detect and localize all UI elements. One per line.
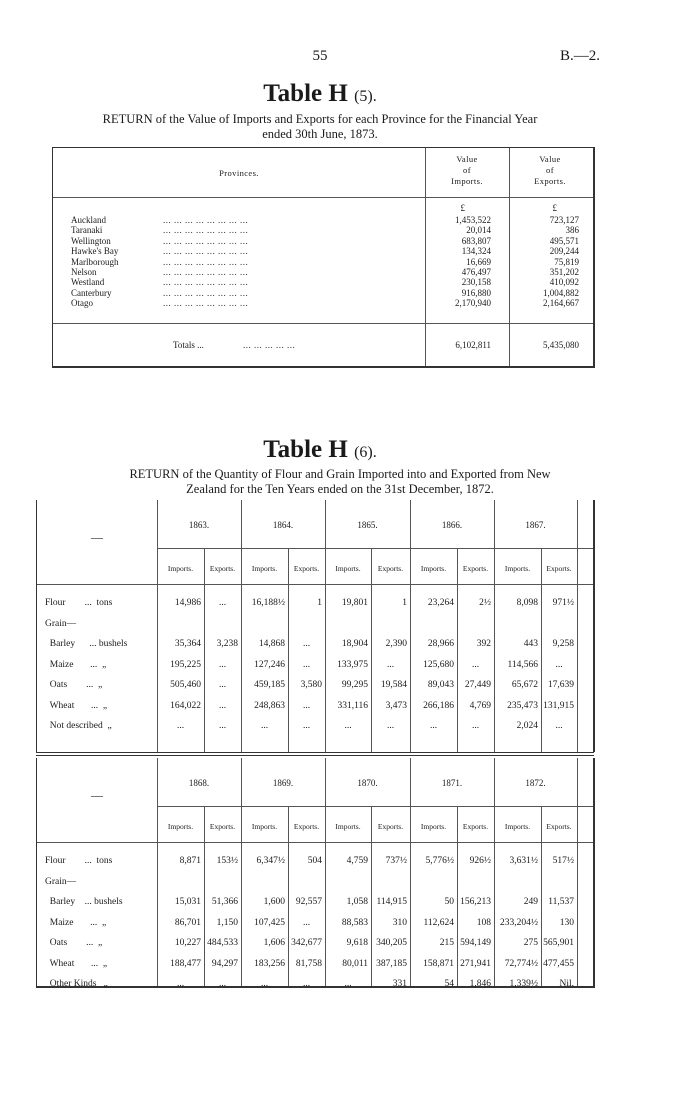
imports-cell: 10,227 xyxy=(174,938,201,948)
commodity-label: Grain— xyxy=(45,876,77,887)
imports-cell: 1,606 xyxy=(263,938,285,948)
exports-subheader: Exports. xyxy=(293,564,320,573)
exports-cell: 4,769 xyxy=(469,700,491,711)
year-divider xyxy=(325,758,326,986)
imports-cell: 459,185 xyxy=(254,680,285,690)
commodity-label: Oats ... „ xyxy=(45,938,103,948)
exports-cell: 340,205 xyxy=(376,938,407,948)
imports-cell: 16,188½ xyxy=(251,598,285,608)
imports-cell: 19,801 xyxy=(341,598,368,608)
exports-cell: 342,677 xyxy=(291,938,322,948)
year-divider xyxy=(577,500,578,752)
exports-cell: ... xyxy=(555,721,563,731)
imports-cell: ... xyxy=(344,979,352,989)
table-6-caption-line2: Zealand for the Ten Years ended on the 31st December, 1872. xyxy=(186,482,494,496)
document-reference: B.—2. xyxy=(559,48,600,64)
year-divider xyxy=(410,758,411,986)
exports-value: 2,164,667 xyxy=(543,298,579,309)
imports-subheader: Imports. xyxy=(335,822,361,831)
province-name: Auckland xyxy=(71,215,106,225)
exports-cell: 3,238 xyxy=(216,639,238,649)
year-divider xyxy=(410,500,411,752)
exports-cell: ... xyxy=(471,659,480,670)
exports-cell: ... xyxy=(386,721,395,731)
imports-cell: 15,031 xyxy=(174,897,201,907)
exports-cell: 971½ xyxy=(552,598,574,608)
exports-cell: ... xyxy=(218,700,227,711)
exports-cell: ... xyxy=(218,721,227,731)
imports-cell: ... xyxy=(344,721,352,731)
year-divider xyxy=(241,758,242,986)
imports-cell: 65,672 xyxy=(511,680,538,690)
year-rule xyxy=(157,806,593,807)
exports-value: 209,244 xyxy=(549,246,579,257)
exports-cell: 81,758 xyxy=(295,958,322,969)
commodity-label: Flour ... tons xyxy=(45,598,113,608)
imports-value: 16,669 xyxy=(466,256,491,267)
province-name: Wellington xyxy=(71,235,111,246)
header-imports-line: of xyxy=(463,165,471,175)
imports-cell: 188,477 xyxy=(170,958,201,969)
imports-value: 1,453,522 xyxy=(455,215,491,225)
exports-cell: ... xyxy=(218,680,227,690)
exports-cell: 392 xyxy=(476,639,491,649)
exports-cell: ... xyxy=(302,639,311,649)
imports-cell: 215 xyxy=(439,938,454,948)
exports-cell: ... xyxy=(471,721,480,731)
year-label: 1863. xyxy=(188,520,210,530)
totals-exports: 5,435,080 xyxy=(543,340,579,350)
totals-imports: 6,102,811 xyxy=(455,340,491,350)
imports-cell: 1,600 xyxy=(263,897,285,907)
exports-cell: 1 xyxy=(317,598,322,608)
commodity-label: Not described „ xyxy=(45,721,112,731)
exports-subheader: Exports. xyxy=(546,564,572,573)
exports-value: 1,004,882 xyxy=(543,287,579,298)
header-dash: — xyxy=(91,530,103,544)
exports-cell: ... xyxy=(302,979,311,989)
exports-value: 495,571 xyxy=(549,235,579,246)
imports-subheader: Imports. xyxy=(167,564,194,573)
imports-cell: 50 xyxy=(444,897,454,907)
imports-cell: 164,022 xyxy=(170,700,201,711)
imports-value: 916,880 xyxy=(461,287,491,298)
leader-dots: ... ... ... ... ... ... ... ... xyxy=(163,235,249,246)
imports-cell: 235,473 xyxy=(507,700,538,711)
imports-cell: 248,863 xyxy=(254,700,285,711)
imports-cell: 266,186 xyxy=(423,700,454,711)
imports-cell: 80,011 xyxy=(342,958,368,969)
imports-cell: 28,966 xyxy=(427,639,454,649)
exports-cell: 9,258 xyxy=(552,639,574,649)
imports-subheader: Imports. xyxy=(251,564,278,573)
exports-cell: 156,213 xyxy=(460,897,491,907)
exports-cell: 3,580 xyxy=(300,680,322,690)
exports-value: 410,092 xyxy=(549,277,579,288)
exports-cell: 92,557 xyxy=(295,897,322,907)
exports-cell: 153½ xyxy=(216,856,238,866)
exports-cell: 3,473 xyxy=(385,700,407,711)
table-5-totals-rule xyxy=(53,323,593,324)
imports-cell: 86,701 xyxy=(174,917,201,928)
commodity-label: Maize ... „ xyxy=(45,659,107,670)
table-5-caption-line1: RETURN of the Value of Imports and Exports for each Province for the Financial Year xyxy=(102,112,538,126)
commodity-label: Barley ... bushels xyxy=(45,639,128,649)
exports-subheader: Exports. xyxy=(462,822,489,831)
exports-cell: 1,150 xyxy=(216,917,238,928)
imports-cell: 133,975 xyxy=(337,659,368,670)
exports-value: 723,127 xyxy=(549,215,579,225)
exports-cell: Nil. xyxy=(559,979,574,989)
imports-cell: 9,618 xyxy=(346,938,368,948)
imports-cell: 114,566 xyxy=(507,659,538,670)
imports-cell: 443 xyxy=(523,639,538,649)
table-5 xyxy=(52,147,595,368)
exports-cell: 926½ xyxy=(469,856,491,866)
imports-cell: 1,058 xyxy=(346,897,368,907)
totals-label: Totals ... xyxy=(173,340,204,350)
year-label: 1870. xyxy=(357,778,378,788)
imports-cell: 505,460 xyxy=(170,680,201,690)
exports-cell: 271,941 xyxy=(460,958,491,969)
imports-subheader: Imports. xyxy=(420,822,447,831)
imports-value: 683,807 xyxy=(461,235,491,246)
commodity-label: Flour ... tons xyxy=(45,856,113,866)
year-label: 1869. xyxy=(272,778,294,788)
table-6-caption xyxy=(20,467,660,497)
imports-cell: ... xyxy=(260,721,269,731)
year-label: 1866. xyxy=(441,520,463,530)
header-imports-line: Value xyxy=(456,154,478,164)
exports-cell: 594,149 xyxy=(460,938,491,948)
exports-cell: 1,846 xyxy=(469,979,491,989)
commodity-label: Barley ... bushels xyxy=(45,897,123,907)
leader-dots: ... ... ... ... ... ... ... ... xyxy=(163,277,249,288)
imports-value: 20,014 xyxy=(466,225,491,236)
leader-dots: ... ... ... ... ... ... ... ... xyxy=(163,256,249,267)
exports-cell: 2½ xyxy=(479,598,491,608)
column-divider xyxy=(157,758,158,986)
exports-cell: ... xyxy=(218,979,227,989)
exports-cell: ... xyxy=(302,700,311,711)
imports-cell: 8,098 xyxy=(516,598,538,608)
imports-value: 2,170,940 xyxy=(455,298,491,309)
exports-cell: 477,455 xyxy=(543,958,574,969)
commodity-label: Other Kinds „ xyxy=(45,979,108,989)
province-name: Taranaki xyxy=(71,225,103,236)
imports-subheader: Imports. xyxy=(167,822,194,831)
leader-dots: ... ... ... ... ... ... ... ... xyxy=(163,287,249,298)
year-label: 1867. xyxy=(525,520,546,530)
imports-cell: 72,774½ xyxy=(504,958,538,969)
column-header-provinces: Provinces. xyxy=(219,168,259,178)
province-name: Westland xyxy=(71,277,105,288)
commodity-label: Wheat ... „ xyxy=(45,700,108,711)
province-name: Otago xyxy=(71,298,93,309)
column-divider xyxy=(157,500,158,752)
page-number: 55 xyxy=(312,48,328,64)
imports-cell: 35,364 xyxy=(174,639,201,649)
imports-cell: 23,264 xyxy=(427,598,454,608)
province-name: Hawke's Bay xyxy=(71,246,119,257)
year-label: 1864. xyxy=(272,520,294,530)
header-exports-line: Value xyxy=(539,154,561,164)
table-5-title-text: Table H xyxy=(263,80,348,107)
exports-value: 386 xyxy=(565,225,579,236)
province-name: Nelson xyxy=(71,267,97,277)
imports-value: 230,158 xyxy=(461,277,491,288)
block-separator xyxy=(36,752,594,753)
table-5-header-rule xyxy=(53,197,593,198)
table-6-title xyxy=(0,436,640,464)
exports-cell: ... xyxy=(302,917,311,928)
imports-cell: 54 xyxy=(444,979,454,989)
table-6-title-number: (6). xyxy=(354,444,377,461)
imports-cell: ... xyxy=(260,979,269,989)
exports-cell: 130 xyxy=(559,917,574,928)
table-5-caption-line2: ended 30th June, 1873. xyxy=(262,127,378,141)
exports-cell: 131,915 xyxy=(543,700,574,711)
exports-cell: 504 xyxy=(307,856,322,866)
currency-symbol: £ xyxy=(460,203,465,213)
exports-cell: ... xyxy=(302,659,311,670)
exports-cell: 310 xyxy=(392,917,407,928)
year-divider xyxy=(577,758,578,986)
block-separator xyxy=(36,755,594,756)
year-label: 1868. xyxy=(188,778,210,788)
table-5-caption xyxy=(20,112,620,142)
exports-cell: 11,537 xyxy=(548,897,574,907)
imports-cell: 8,871 xyxy=(179,856,201,866)
header-dash: — xyxy=(91,788,103,802)
exports-subheader: Exports. xyxy=(293,822,320,831)
totals-leader-dots: ... ... ... ... ... xyxy=(243,340,296,350)
exports-cell: 108 xyxy=(476,917,491,928)
exports-cell: 517½ xyxy=(552,856,574,866)
imports-cell: 233,204½ xyxy=(500,917,538,928)
header-exports-line: of xyxy=(546,165,554,175)
imports-cell: 275 xyxy=(523,938,538,948)
table-6-caption-line1: RETURN of the Quantity of Flour and Grain Imported into and Exported from New xyxy=(129,467,551,481)
imports-cell: 2,024 xyxy=(516,721,538,731)
year-label: 1865. xyxy=(357,520,378,530)
exports-cell: 331 xyxy=(392,979,407,989)
column-header-imports xyxy=(425,154,509,187)
column-header-exports xyxy=(509,154,591,187)
imports-cell: 183,256 xyxy=(254,958,285,969)
exports-subheader: Exports. xyxy=(209,564,236,573)
imports-cell: 125,680 xyxy=(423,659,454,670)
imports-cell: 195,225 xyxy=(170,659,201,670)
imports-cell: ... xyxy=(176,721,185,731)
imports-subheader: Imports. xyxy=(504,822,531,831)
exports-subheader: Exports. xyxy=(546,822,572,831)
imports-value: 134,324 xyxy=(461,246,491,257)
leader-dots: ... ... ... ... ... ... ... ... xyxy=(163,215,249,225)
imports-cell: 6,347½ xyxy=(256,856,285,866)
exports-subheader: Exports. xyxy=(209,822,236,831)
leader-dots: ... ... ... ... ... ... ... ... xyxy=(163,225,249,236)
exports-cell: 565,901 xyxy=(543,938,574,948)
year-divider xyxy=(494,758,495,986)
exports-cell: 387,185 xyxy=(376,958,407,969)
imports-cell: 14,868 xyxy=(258,639,285,649)
exports-cell: ... xyxy=(218,598,227,608)
exports-cell: ... xyxy=(302,721,311,731)
imports-cell: 99,295 xyxy=(341,680,368,690)
exports-cell: 737½ xyxy=(385,856,407,866)
header-rule xyxy=(37,584,593,585)
exports-cell: 94,297 xyxy=(211,958,238,969)
imports-subheader: Imports. xyxy=(335,564,361,573)
leader-dots: ... ... ... ... ... ... ... ... xyxy=(163,246,249,257)
imports-cell: 107,425 xyxy=(254,917,285,928)
exports-cell: 27,449 xyxy=(464,680,491,690)
exports-subheader: Exports. xyxy=(462,564,489,573)
table-6-title-text: Table H xyxy=(263,436,348,463)
exports-cell: 1 xyxy=(402,598,407,608)
commodity-label: Oats ... „ xyxy=(45,680,103,690)
year-rule xyxy=(157,548,593,549)
year-divider xyxy=(494,500,495,752)
exports-cell: ... xyxy=(555,659,563,670)
exports-cell: ... xyxy=(218,659,227,670)
table-5-title xyxy=(0,80,640,108)
leader-dots: ... ... ... ... ... ... ... ... xyxy=(163,267,249,277)
exports-cell: 51,366 xyxy=(211,897,238,907)
imports-cell: ... xyxy=(176,979,185,989)
imports-cell: 4,759 xyxy=(346,856,368,866)
imports-subheader: Imports. xyxy=(504,564,531,573)
year-label: 1871. xyxy=(441,778,463,788)
exports-cell: 114,915 xyxy=(376,897,407,907)
commodity-label: Grain— xyxy=(45,618,77,629)
exports-cell: ... xyxy=(386,659,395,670)
table-5-title-number: (5). xyxy=(354,88,377,105)
year-label: 1872. xyxy=(525,778,546,788)
year-divider xyxy=(325,500,326,752)
header-rule xyxy=(37,842,593,843)
year-divider xyxy=(241,500,242,752)
province-name: Marlborough xyxy=(71,256,119,267)
header-imports-line: Imports. xyxy=(451,176,483,186)
currency-symbol: £ xyxy=(552,203,557,213)
commodity-label: Maize ... „ xyxy=(45,917,107,928)
imports-cell: 88,583 xyxy=(341,917,368,928)
imports-cell: 249 xyxy=(523,897,538,907)
imports-value: 476,497 xyxy=(461,267,491,277)
imports-cell: 14,986 xyxy=(174,598,201,608)
table-6-block-1863-1867 xyxy=(36,500,595,752)
exports-cell: 17,639 xyxy=(547,680,574,690)
leader-dots: ... ... ... ... ... ... ... ... xyxy=(163,298,249,309)
exports-cell: 19,584 xyxy=(380,680,407,690)
commodity-label: Wheat ... „ xyxy=(45,958,108,969)
exports-value: 351,202 xyxy=(549,267,579,277)
imports-cell: ... xyxy=(429,721,438,731)
exports-cell: 2,390 xyxy=(385,639,407,649)
imports-cell: 5,776½ xyxy=(425,856,454,866)
imports-cell: 3,631½ xyxy=(509,856,538,866)
table-6-block-1868-1872 xyxy=(36,758,595,988)
exports-subheader: Exports. xyxy=(377,822,404,831)
exports-value: 75,819 xyxy=(554,256,579,267)
header-exports-line: Exports. xyxy=(534,176,566,186)
imports-cell: 127,246 xyxy=(254,659,285,670)
province-name: Canterbury xyxy=(71,287,112,298)
imports-subheader: Imports. xyxy=(251,822,278,831)
imports-cell: 112,624 xyxy=(423,917,454,928)
imports-cell: 89,043 xyxy=(427,680,454,690)
imports-cell: 331,116 xyxy=(337,700,368,711)
exports-cell: 484,533 xyxy=(207,938,238,948)
imports-subheader: Imports. xyxy=(420,564,447,573)
imports-cell: 158,871 xyxy=(423,958,454,969)
exports-subheader: Exports. xyxy=(377,564,404,573)
imports-cell: 1,339½ xyxy=(509,979,538,989)
imports-cell: 18,904 xyxy=(341,639,368,649)
